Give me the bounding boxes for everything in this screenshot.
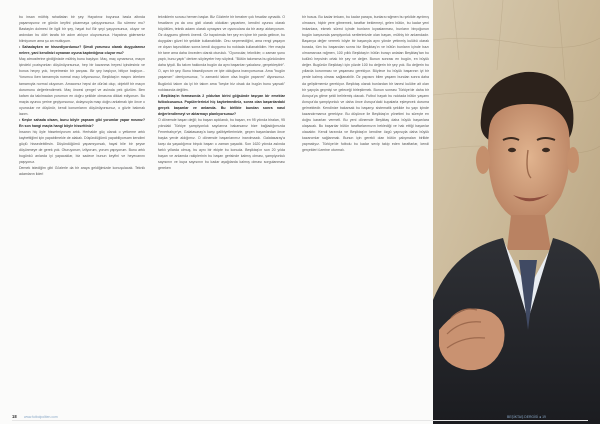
- paragraph: Demek istediğim gibi Gözlerle da bir araya geldiğimizde konuşulacak. Teknik adamların liderl: [19, 166, 145, 177]
- page-number-right: BEŞİKTAŞ DERGİSİ ● 19: [507, 414, 546, 419]
- interview-question: • Keşke sahada olsam, bunu böyle yapsam gibi yorumlar yapar mısınız? En son hangi maçta hangi böyle hissettiniz?: [19, 117, 145, 128]
- text-column-3: [302, 14, 429, 153]
- text-column-2: [158, 14, 285, 171]
- paragraph: tekniklerin sorusu hemen başlar. Biz Gözlerle bir beraber çok fırsatlar oynadık. O fırsatların ya da onu gizli olarak oldukları yaparken, kendini oyuncu olarak büyüttüm, teknik adamı olarak oynayanı ve oyunculara da bir arayı aktarıyorum. Öz duygumu gitmek önemli. Öz hayatımda her şey en içine bir yanla gelince, bu duyguları güzel bir şekilde kullanabildin. Onu seçemediğini, ama rengi yaşayın ve dışarı taşındıktan sonra kendi duygumu bu noktada kullanabildim. Her maçta bir tane ama daha önceden olarak oturuluk. "Oyuncular, teknikler, o zaman şunu yaptı, bunu yaptı" derken söyleyeler hep söyledi. "Bütün takımıma bu günkünden daha iyiydi. Bu takım hakkında bugün da aynı başarıları yakalarız, gerçekleştirir". O, ayrı bir şey. Bunu hissediyorum ve içte olduğuna inanıyorsunuz. Ama "bugün yaşamım" demiyorsunuz, "o zamanki takım olsa bugün yaparım" diyorsunuz. Bugünkü takım da iyi bir takım ama "keşke biz olsak da bugün bunu yapsak" noktasında değilim.: [158, 15, 285, 92]
- paragraph: Maç atmosferine girdiğinizde müthiş bunu başlıyor. Maç, maç oynarsınız, maçın içindeki pozisyonları düşünüyorsunuz, hep bir kazanma heyesi içindesiniz ve bonus heçey yok, heyetmesin bir parçası. Bir şey başlıyor, bitiyor başlıyor... Yorumcu iken tamamıyla normal maçı izliyorsunuz, Beşiktaş'ın maçını izlerken tamamıyla normal oluyorum. Amacımız hepsi de dürüst olup, objektif bir maçın durumunu değerlendirmek. Maç öncesi çengel ve aslında pek gözlüm. Ben kafam da takılmadan yorumun en doğru şekilde olmasına dikkat ediyorum. Bu maçta oyuncu yerine geçiyorsunuz, dolayısıyla maçı doğru anlatmak için önce o oyuncular ne düşünür, kendi konumlarını düşünüyorsunuz, o gözle bakmak lazım.: [19, 57, 145, 116]
- interview-question: • Beşiktaş'ın formasında 2 yıldızları birini göğsünde taşıyan bir emektar futbolcusunuz. Popülerlerinizi hiç kaybetmediniz, sonra olan başarılardaki gerçek başarılar ve anlamda. Bu birlikte bundan sonra nasıl değerlendirmeyi ve aktarmayı planlıyorsunuz?: [158, 93, 285, 116]
- paragraph: O dönemde başarı değil; bu başarı açıklandı, bu başarı, en 95 yılında biraları, 95 yılındaki Türkiye şampiyonluk sayılarına bakarsanız bize bağladığımızda Fenerbahçe'ye, Galatasaray'a karşı galibiyetlerimizle, geçen başarılardan önce başka yerde aldığımız. O dönemde başarılarımız inanılmazdı. Galatasaray'a karşı da yaşadığımız birçok başarı o zaman yaşadık. Son 1620 yılında aslında farklı yıllarda olmuş, bu aynı bir ekipte bu konuda. Beşiktaş'ın son 20 yılda başarı ve anlamda rakiplerinin bu başarı gerisinde kalmış olması, şampiyonluk sayısının ve kupa sayısının bu kadar aşağılarda kalmış olması sorgulanması gereken: [158, 117, 285, 171]
- page-number-left: 18: [12, 414, 17, 419]
- website-url: www.futbolpoliten.com: [24, 414, 58, 419]
- interview-question: • Sahadayken ne hissediyordunuz? Şimdi yorumcu olarak duygularınız nelere, yani kendinizi oynanan oyuna kaptırdığınız oluyor mu?: [19, 45, 145, 56]
- text-column-1: [19, 14, 145, 177]
- neck: [507, 215, 551, 250]
- paragraph: bu insan müthiş rahatlatan bir şey. Hayatınız boyunca basla altında yaşamışsınız ve günün keyfini çıkarmaya çalışıyorsunuz. Bu sürmez mu? Bastaşlın dolmesi ile ilgili bir şey, hayat bu! Bir şeyi yaşıyorsunuz, oluyor ve ardından bu dört tarafa bir adım atılıyor oluyorsunuz. Hayatına giderseniz bilmiyorum ama şu an mutluyum.: [19, 15, 145, 44]
- portrait-photo: [433, 0, 600, 424]
- paragraph: İnsanın hiç öyle hissetmiyorum artık. Herhalde güç olarak o yetkeme artık kaybettiğimi için yapabilmekle de alakalı. Düşündüğümü yapabiliyorsam kendimi güçlü hissedebilirsin. Düşündüğümü yapamıyorsak, hayal bile bir şeyse düşünmeye de gerek yok. Oturuyorum, izliyorum, yorum yapıyorum. Bunu artık bugünkü anlarda iyi yapacaklar, biz sadece bunun keyfini ve heyecanını yaşıyoruz.: [19, 129, 145, 165]
- paragraph: bir husus. Bu kadar imkanı, bu kadar paraya, bunlara rağmen bu şekilde ayrılmış olmasını, hiçbir yere gitmemek, taraftar beklemeyi, gelen bütün, bu kadar yeni imkanlara, ekmek süreci içinde bunların kıyaslanması, bunların birçoğunun bugün karşısında şampiyonluk serilerimizde olan başarı, müthiş bir anlamdadır. Başarıya değer vererek böyle bir başarıyla aynı yönde yetinmiş kulübü olarak burada, tüm bu başarıdan sonra biz Beşiktaş'ın ve bütün bunların içinde bazı olmamanıza rağmen, 100 yıllık Beşiktaş'ın bütün burayı anlatan Beşiktaş'tan bu kulübü hepsinin ortak bir şey ve değer. Bunun sonrası en bugün, en büyük değer. Bugünün Beşiktaş'ı için yüzde 100 bu değerin bir şey yok. Bu değerin bu yıllarda korunması ve yaşaması gerekiyor. Böylece bu büyük başarının iyi bir yerde kalmış olması sağlanabilir. Öz yapısını bilen yaşamı bundan sonra daha da geliştirmemiz gerekiyor. Beşiktaş olarak bunlardan bir tanesi kulübe ait olan bir yapıyla geçmişi ve geleceği birleştirmek. Bunun sonrası Türkiye'de daha bir Avrupa'ya gitme şekli belirlemiş olacak. Futbol hayatı bu noktada bütün yaşamı Avrupa'da şampiyonluk ve daha önce Avrupa'daki kupalarla eşleşecek duruma gelmektedir. Kendinize bakarsak bu başarıyı sistematik şekilde bu yapı içinde kazandırmamız gerekiyor. Bu düşünce ile Beşiktaş'ın yönetimi bu süreçte en doğru kararları vermeli. Bu yeni dönemde Beşiktaş daha büyük başarılara ulaşacak. Bu başarılar bütün taraftarlarımızın beklediği ve hak ettiği başarılar olacaktır. Kendi tarzında ve Beşiktaş'ın kendine özgü yapısıyla daha büyük kazanımlar sağlanmalı. Bunun için gerekli olan bütün çalışmaları birlikte yapmalıyız. Türkiye'de futbolu bu kadar sevip takip eden taraftarlar, kendi gerçekleri üzerine oturmalı.: [302, 15, 429, 153]
- footer-rule: [12, 420, 588, 421]
